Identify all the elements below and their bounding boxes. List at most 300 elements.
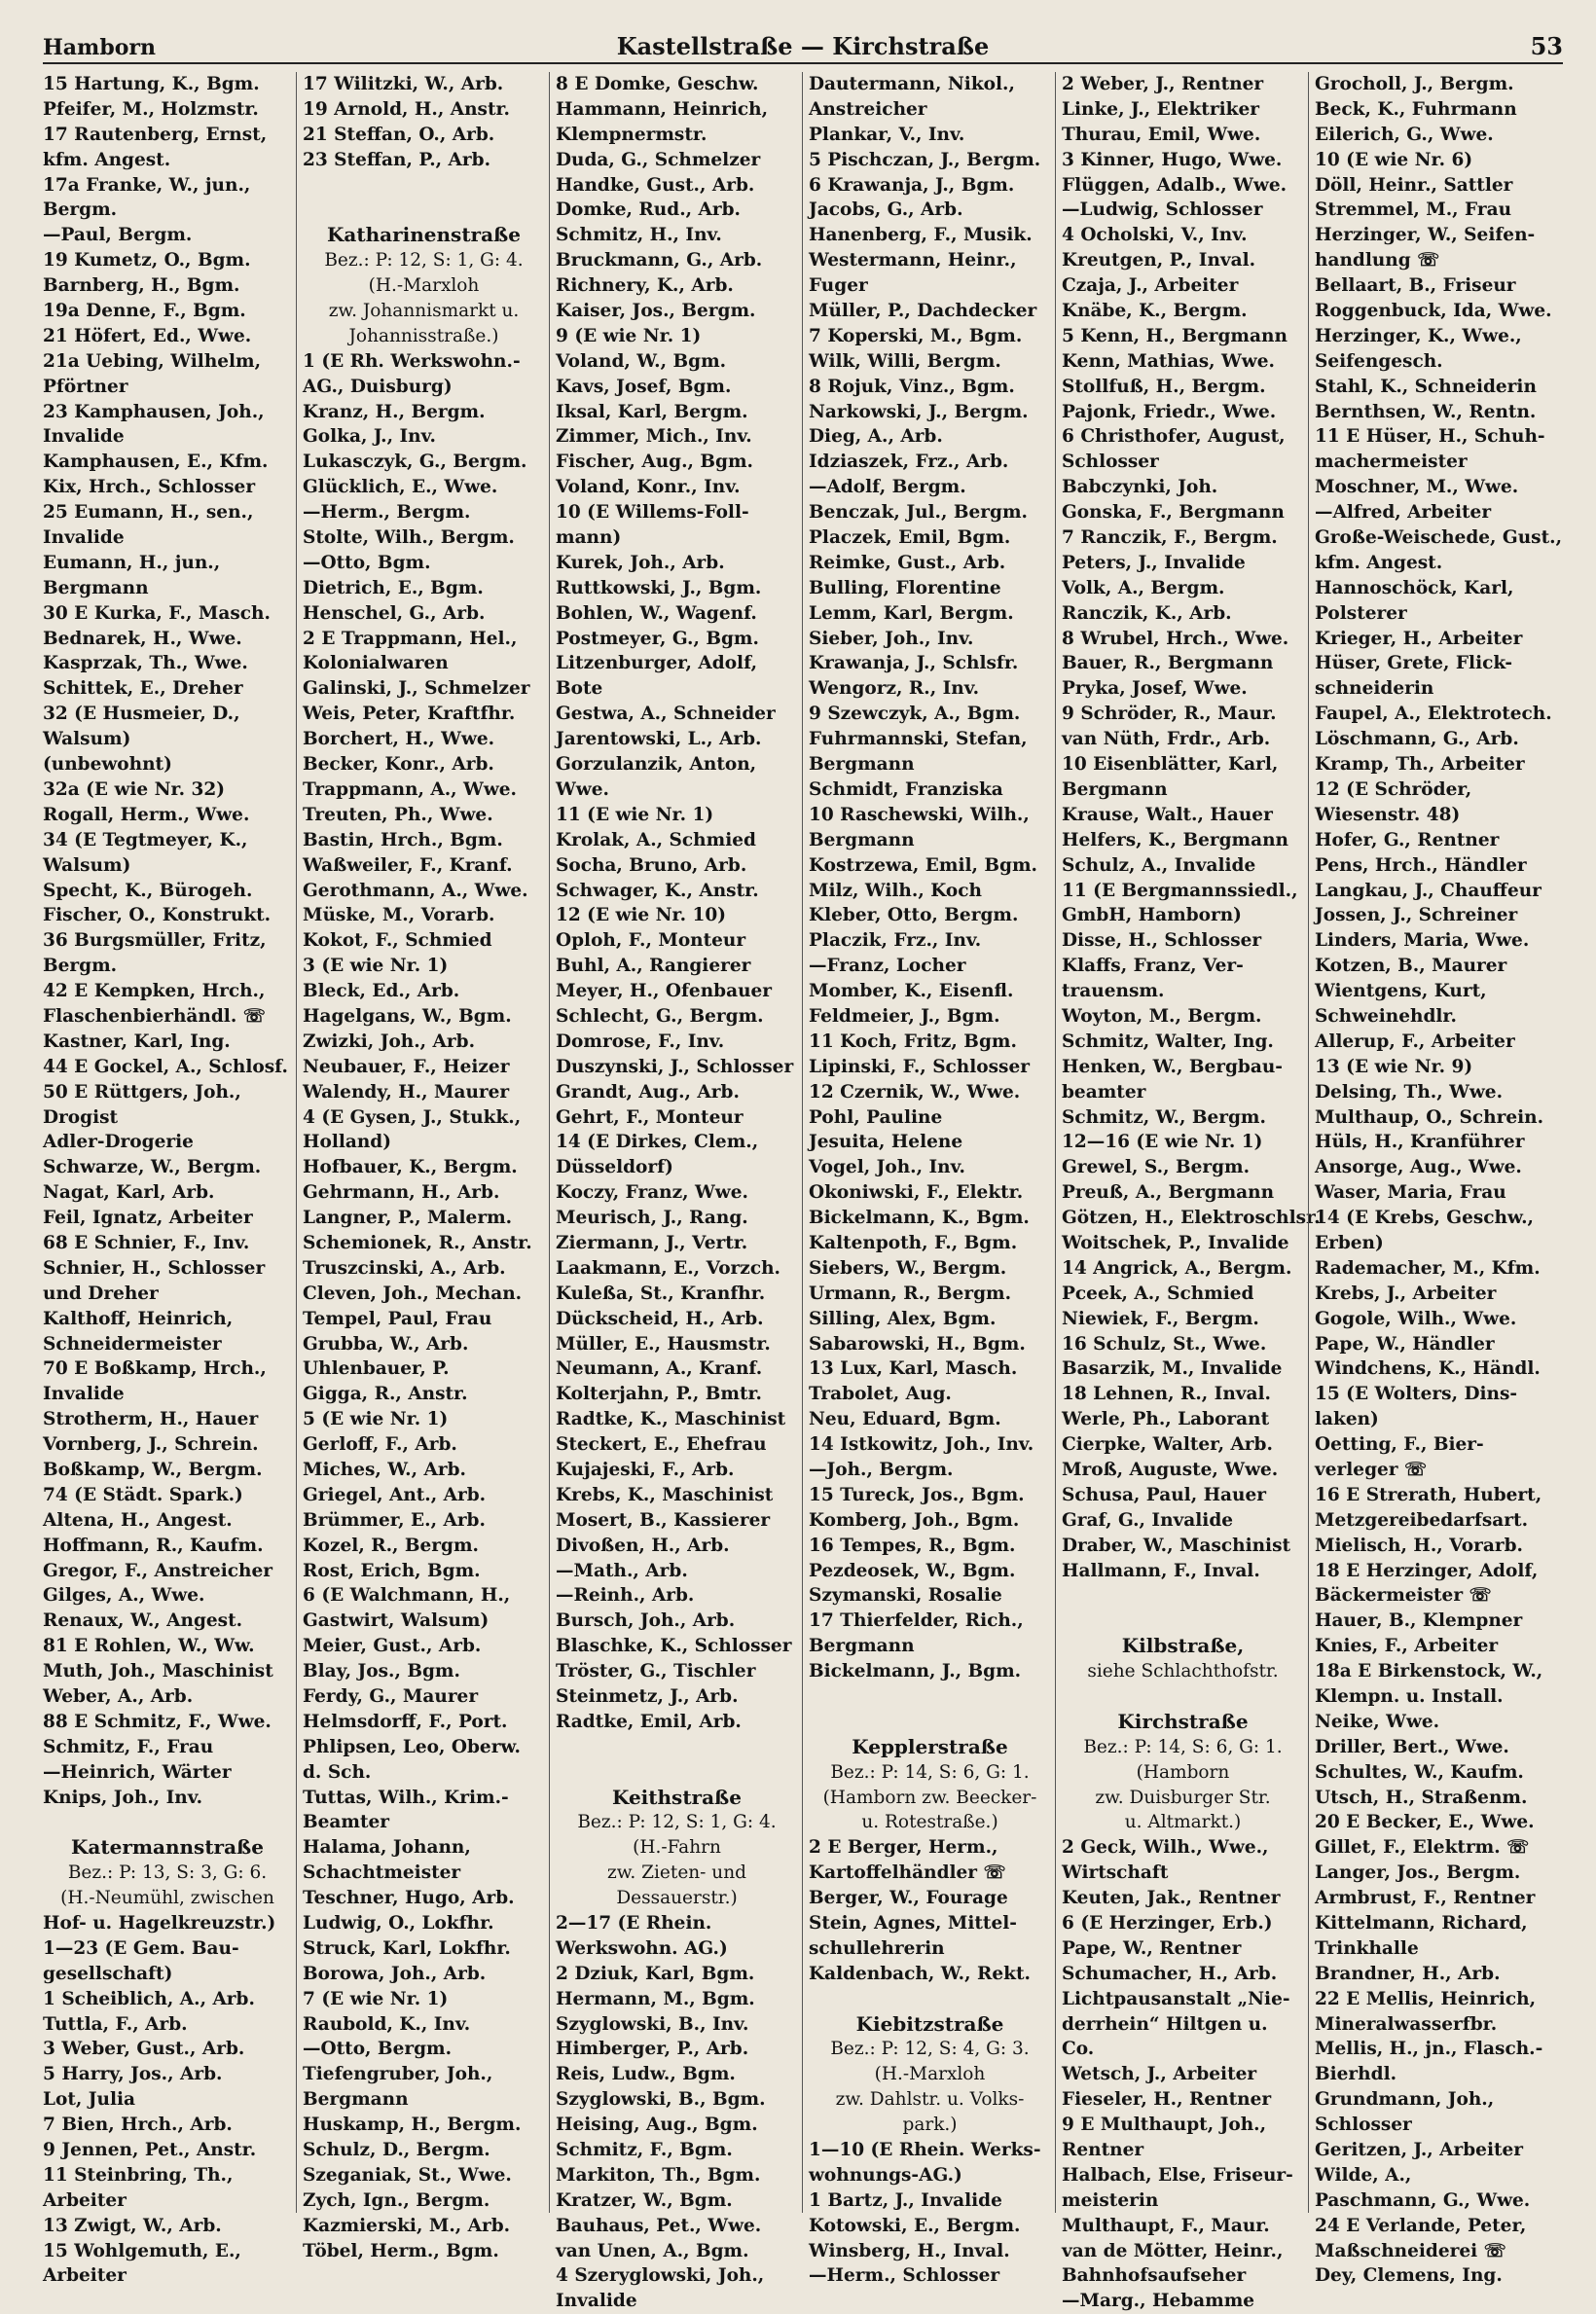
directory-entry: Schmitz, W., Bergm. bbox=[1062, 1106, 1266, 1128]
directory-entry: Pape, W., Händler bbox=[1315, 1333, 1495, 1355]
directory-entry: Sabarowski, H., Bgm. bbox=[809, 1333, 1026, 1355]
directory-entry: Flaschenbierhändl. ☏ bbox=[43, 1005, 266, 1027]
street-info: (H.-Marxloh bbox=[368, 275, 480, 297]
street-info: zw. Johannismarkt u. bbox=[328, 301, 520, 322]
directory-entry: Bergmann bbox=[809, 754, 915, 776]
directory-entry: Laakmann, E., Vorzch. bbox=[556, 1257, 780, 1279]
directory-entry: Borchert, H., Wwe. bbox=[303, 729, 495, 750]
directory-entry: Bergmann bbox=[1062, 778, 1168, 800]
directory-entry: Hüls, H., Kranführer bbox=[1315, 1132, 1525, 1153]
directory-entry: Preuß, A., Bergmann bbox=[1062, 1182, 1275, 1204]
directory-entry: Co. bbox=[1062, 2039, 1095, 2060]
directory-entry: Schlecht, G., Bergm. bbox=[556, 1005, 764, 1027]
directory-entry: 17 Wilitzki, W., Arb. bbox=[303, 74, 504, 94]
directory-entry: Lot, Julia bbox=[43, 2089, 136, 2111]
directory-entry: —Heinrich, Wärter bbox=[43, 1761, 232, 1783]
directory-entry: Pryka, Josef, Wwe. bbox=[1062, 678, 1248, 700]
directory-entry: Knips, Joh., Inv. bbox=[43, 1787, 203, 1808]
directory-entry: 7 Bien, Hrch., Arb. bbox=[43, 2115, 233, 2136]
directory-entry: Stremmel, M., Frau bbox=[1315, 199, 1512, 221]
directory-entry: Armbrust, F., Rentner bbox=[1315, 1888, 1536, 1909]
directory-entry: Waßweiler, F., Kranf. bbox=[303, 854, 513, 876]
directory-entry: 10 (E wie Nr. 6) bbox=[1315, 149, 1473, 170]
directory-entry: Bickelmann, J., Bgm. bbox=[809, 1661, 1022, 1682]
directory-entry: 3 (E wie Nr. 1) bbox=[303, 956, 449, 977]
directory-entry: Borowa, Joh., Arb. bbox=[303, 1963, 487, 1984]
directory-entry: gesellschaft) bbox=[43, 1963, 173, 1984]
directory-entry: Krause, Walt., Hauer bbox=[1062, 804, 1273, 825]
page-header bbox=[43, 29, 1563, 64]
directory-entry: Wirtschaft bbox=[1062, 1862, 1169, 1884]
street-info: siehe Schlachthofstr. bbox=[1087, 1661, 1279, 1682]
directory-entry: 20 E Becker, E., Wwe. bbox=[1315, 1812, 1535, 1833]
directory-entry: Miches, W., Arb. bbox=[303, 1459, 466, 1480]
directory-entry: Volk, A., Bergm. bbox=[1062, 577, 1225, 598]
blank-line bbox=[43, 1810, 292, 1835]
directory-entry: 2 E Berger, Herm., bbox=[809, 1837, 998, 1859]
directory-entry: Wwe. bbox=[556, 778, 609, 800]
directory-entry: Hauer, B., Klempner bbox=[1315, 1610, 1523, 1632]
directory-entry: Socha, Bruno, Arb. bbox=[556, 854, 747, 876]
directory-entry: handlung ☏ bbox=[1315, 250, 1440, 271]
street-info: Johannisstraße.) bbox=[348, 325, 499, 346]
directory-entry: kfm. Angest. bbox=[1315, 552, 1443, 573]
directory-entry: Stahl, K., Schneiderin bbox=[1315, 376, 1537, 397]
directory-entry: 17 Thierfelder, Rich., bbox=[809, 1610, 1024, 1632]
directory-entry: 10 (E Willems-Foll- bbox=[556, 502, 749, 524]
directory-entry: Metzgereibedarfsart. bbox=[1315, 1509, 1529, 1531]
directory-entry: Komberg, Joh., Bgm. bbox=[809, 1509, 1020, 1531]
blank-line bbox=[1062, 1583, 1304, 1609]
directory-entry: Pape, W., Rentner bbox=[1062, 1937, 1242, 1959]
directory-entry: Steinmetz, J., Arb. bbox=[556, 1686, 739, 1707]
directory-entry: 6 (E Walchmann, H., bbox=[303, 1585, 511, 1607]
directory-entry: 88 E Schmitz, F., Wwe. bbox=[43, 1711, 272, 1732]
directory-entry: Jarentowski, L., Arb. bbox=[556, 729, 762, 750]
directory-entry: Pohl, Pauline bbox=[809, 1106, 943, 1128]
directory-entry: Wiesenstr. 48) bbox=[1315, 804, 1461, 825]
directory-columns bbox=[43, 72, 1563, 2312]
directory-entry: 21 Steffan, O., Arb. bbox=[303, 124, 495, 145]
directory-entry: Domrose, F., Inv. bbox=[556, 1030, 725, 1052]
directory-entry: Henschel, G., Arb. bbox=[303, 602, 486, 624]
directory-entry: Brümmer, E., Arb. bbox=[303, 1509, 486, 1531]
directory-entry: Gonska, F., Bergmann bbox=[1062, 502, 1285, 524]
directory-entry: mann) bbox=[556, 527, 622, 549]
directory-entry: Große-Weischede, Gust., bbox=[1315, 527, 1563, 549]
street-info: zw. Dahlstr. u. Volks- bbox=[835, 2089, 1025, 2111]
directory-entry: Graf, G., Invalide bbox=[1062, 1509, 1234, 1531]
street-heading: Kirchstraße bbox=[1117, 1709, 1249, 1733]
directory-entry: Renaux, W., Angest. bbox=[43, 1610, 243, 1632]
directory-entry: 13 Lux, Karl, Masch. bbox=[809, 1358, 1018, 1380]
directory-entry: Fieseler, H., Rentner bbox=[1062, 2089, 1272, 2111]
street-info: (Hamborn zw. Beecker- bbox=[822, 1787, 1037, 1808]
directory-entry: Galinski, J., Schmelzer bbox=[303, 678, 530, 700]
page-number: 53 bbox=[1530, 32, 1563, 60]
directory-entry: —Otto, Bergm. bbox=[303, 2039, 453, 2060]
directory-entry: Bauer, R., Bergmann bbox=[1062, 653, 1274, 674]
directory-entry: Trinkhalle bbox=[1315, 1937, 1419, 1959]
blank-line bbox=[303, 173, 545, 199]
directory-entry: Kranz, H., Bergm. bbox=[303, 401, 486, 422]
directory-entry: machermeister bbox=[1315, 452, 1468, 473]
directory-entry: Tuttla, F., Arb. bbox=[43, 2013, 188, 2035]
directory-entry: Flüggen, Adalb., Wwe. bbox=[1062, 174, 1288, 196]
directory-entry: Utsch, H., Straßenm. bbox=[1315, 1787, 1528, 1808]
directory-entry: Knäbe, K., Bergm. bbox=[1062, 301, 1248, 322]
directory-entry: Bleck, Ed., Arb. bbox=[303, 981, 460, 1002]
directory-entry: Lemm, Karl, Bergm. bbox=[809, 602, 1014, 624]
directory-entry: Rost, Erich, Bgm. bbox=[303, 1560, 481, 1581]
directory-entry: Placzik, Frz., Inv. bbox=[809, 930, 982, 952]
directory-entry: 81 E Rohlen, W., Ww. bbox=[43, 1636, 255, 1657]
directory-entry: Pezdeosek, W., Bgm. bbox=[809, 1560, 1016, 1581]
directory-entry: Waser, Maria, Frau bbox=[1315, 1182, 1506, 1204]
directory-entry: 6 (E Herzinger, Erb.) bbox=[1062, 1913, 1273, 1934]
directory-entry: Mosert, B., Kassierer bbox=[556, 1509, 771, 1531]
directory-entry: Kratzer, W., Bgm. bbox=[556, 2189, 733, 2211]
directory-entry: Blay, Jos., Bgm. bbox=[303, 1661, 460, 1682]
directory-entry: 13 (E wie Nr. 9) bbox=[1315, 1056, 1473, 1077]
directory-entry: Schmitz, Walter, Ing. bbox=[1062, 1030, 1274, 1052]
blank-line bbox=[1062, 1609, 1304, 1634]
directory-entry: 13 Zwigt, W., Arb. bbox=[43, 2215, 222, 2236]
directory-entry: Müller, P., Dachdecker bbox=[809, 301, 1037, 322]
directory-entry: Vogel, Joh., Inv. bbox=[809, 1157, 965, 1178]
directory-entry: Bäckermeister ☏ bbox=[1315, 1585, 1492, 1607]
directory-entry: Kujajeski, F., Arb. bbox=[556, 1459, 735, 1480]
directory-entry: Kaldenbach, W., Rekt. bbox=[809, 1963, 1031, 1984]
directory-entry: Meier, Gust., Arb. bbox=[303, 1636, 482, 1657]
directory-entry: Phlipsen, Leo, Oberw. bbox=[303, 1736, 521, 1757]
directory-entry: Hagelgans, W., Bgm. bbox=[303, 1005, 512, 1027]
directory-entry: Jossen, J., Schreiner bbox=[1315, 905, 1518, 926]
directory-entry: Anstreicher bbox=[809, 98, 927, 120]
directory-entry: Hammann, Heinrich, bbox=[556, 98, 769, 120]
directory-entry: 19 Arnold, H., Anstr. bbox=[303, 98, 510, 120]
directory-entry: Müller, E., Hausmstr. bbox=[556, 1333, 771, 1355]
directory-entry: Krieger, H., Arbeiter bbox=[1315, 628, 1523, 649]
directory-entry: 21a Uebing, Wilhelm, bbox=[43, 350, 262, 372]
directory-entry: Kavs, Josef, Bgm. bbox=[556, 376, 732, 397]
directory-entry: 32 (E Husmeier, D., bbox=[43, 704, 240, 725]
directory-entry: Pajonk, Friedr., Wwe. bbox=[1062, 401, 1277, 422]
directory-entry: Schwarze, W., Bergm. bbox=[43, 1157, 262, 1178]
directory-entry: 23 Kamphausen, Joh., bbox=[43, 401, 265, 422]
directory-entry: Schwager, K., Anstr. bbox=[556, 880, 759, 901]
directory-entry: Blaschke, K., Schlosser bbox=[556, 1636, 792, 1657]
directory-entry: Okoniwski, F., Elektr. bbox=[809, 1182, 1024, 1204]
directory-entry: Kuleßa, St., Kranfhr. bbox=[556, 1283, 766, 1304]
street-info: Bez.: P: 12, S: 4, G: 3. bbox=[830, 2039, 1030, 2060]
directory-entry: 5 Pischczan, J., Bergm. bbox=[809, 149, 1041, 170]
directory-entry: verleger ☏ bbox=[1315, 1459, 1428, 1480]
directory-entry: Kotowski, E., Bergm. bbox=[809, 2215, 1021, 2236]
directory-entry: Strotherm, H., Hauer bbox=[43, 1409, 259, 1430]
directory-entry: Uhlenbauer, P. bbox=[303, 1358, 450, 1380]
directory-entry: Hanenberg, F., Musik. bbox=[809, 225, 1033, 246]
directory-entry: Gehrmann, H., Arb. bbox=[303, 1182, 500, 1204]
directory-entry: 16 E Strerath, Hubert, bbox=[1315, 1484, 1542, 1505]
directory-entry: Richnery, K., Arb. bbox=[556, 275, 734, 297]
directory-entry: Heising, Aug., Bgm. bbox=[556, 2115, 758, 2136]
directory-entry: Grundmann, Joh., bbox=[1315, 2089, 1495, 2111]
directory-entry: Walsum) bbox=[43, 729, 131, 750]
directory-entry: Neu, Eduard, Bgm. bbox=[809, 1409, 1001, 1430]
directory-entry: Ranczik, K., Arb. bbox=[1062, 602, 1232, 624]
directory-entry: 17a Franke, W., jun., bbox=[43, 174, 251, 196]
directory-entry: Gorzulanzik, Anton, bbox=[556, 754, 757, 776]
street-heading: Kiebitzstraße bbox=[855, 2011, 1004, 2036]
directory-entry: Szymanski, Rosalie bbox=[809, 1585, 1002, 1607]
directory-entry: 18a E Birkenstock, W., bbox=[1315, 1661, 1543, 1682]
directory-entry: Erben) bbox=[1315, 1232, 1384, 1253]
directory-entry: 42 E Kempken, Hrch., bbox=[43, 981, 266, 1002]
directory-entry: Seifengesch. bbox=[1315, 350, 1443, 372]
directory-entry: 15 Hartung, K., Bgm. bbox=[43, 74, 260, 94]
directory-entry: Muth, Joh., Maschinist bbox=[43, 1661, 273, 1682]
directory-entry: Gerloff, F., Arb. bbox=[303, 1434, 457, 1456]
directory-entry: Litzenburger, Adolf, bbox=[556, 653, 758, 674]
directory-entry: Ansorge, Aug., Wwe. bbox=[1315, 1157, 1522, 1178]
directory-entry: 9 Schröder, R., Maur. bbox=[1062, 704, 1277, 725]
directory-entry: Bergmann bbox=[809, 1636, 915, 1657]
blank-line bbox=[809, 1710, 1051, 1735]
directory-entry: Kokot, F., Schmied bbox=[303, 930, 492, 952]
directory-entry: Steckert, E., Ehefrau bbox=[556, 1434, 767, 1456]
directory-entry: Bergm. bbox=[43, 956, 118, 977]
directory-entry: Szyglowski, B., Bgm. bbox=[556, 2089, 766, 2111]
street-heading: Kilbstraße, bbox=[1121, 1634, 1245, 1658]
directory-entry: Placzek, Emil, Bgm. bbox=[809, 527, 1011, 549]
directory-entry: Kazmierski, M., Arb. bbox=[303, 2215, 511, 2236]
directory-entry: Dietrich, E., Bgm. bbox=[303, 577, 484, 598]
directory-entry: Halama, Johann, bbox=[303, 1837, 471, 1859]
directory-entry: Basarzik, M., Invalide bbox=[1062, 1358, 1283, 1380]
directory-entry: Hofer, G., Rentner bbox=[1315, 829, 1500, 850]
directory-entry: 1 (E Rh. Werkswohn.- bbox=[303, 350, 521, 372]
directory-entry: Babczynki, Joh. bbox=[1062, 477, 1218, 498]
directory-entry: wohnungs-AG.) bbox=[809, 2164, 962, 2186]
directory-entry: Neubauer, F., Heizer bbox=[303, 1056, 510, 1077]
directory-entry: 10 Eisenblätter, Karl, bbox=[1062, 754, 1279, 776]
directory-entry: 10 Raschewski, Wilh., bbox=[809, 804, 1030, 825]
directory-entry: Brandner, H., Arb. bbox=[1315, 1963, 1501, 1984]
directory-entry: 1 Scheiblich, A., Arb. bbox=[43, 1988, 255, 2009]
directory-entry: Kartoffelhändler ☏ bbox=[809, 1862, 1006, 1884]
directory-entry: Schmitz, F., Frau bbox=[43, 1736, 214, 1757]
directory-entry: Mielisch, H., Vorarb. bbox=[1315, 1535, 1523, 1556]
directory-entry: 30 E Kurka, F., Masch. bbox=[43, 602, 271, 624]
directory-entry: —Paul, Bergm. bbox=[43, 225, 193, 246]
directory-entry: Oetting, F., Bier- bbox=[1315, 1434, 1484, 1456]
directory-entry: Gehrt, F., Monteur bbox=[556, 1106, 744, 1128]
directory-entry: Ruttkowski, J., Bgm. bbox=[556, 577, 762, 598]
directory-entry: Kix, Hrch., Schlosser bbox=[43, 477, 256, 498]
directory-entry: Schmidt, Franziska bbox=[809, 778, 1003, 800]
directory-entry: Faupel, A., Elektrotech. bbox=[1315, 704, 1552, 725]
header-district: Hamborn bbox=[43, 35, 156, 60]
directory-entry: Radtke, K., Maschinist bbox=[556, 1409, 786, 1430]
directory-entry: Kleber, Otto, Bergm. bbox=[809, 905, 1019, 926]
directory-entry: 19a Denne, F., Bgm. bbox=[43, 301, 246, 322]
directory-entry: Invalide bbox=[43, 527, 125, 549]
directory-entry: 1—23 (E Gem. Bau- bbox=[43, 1937, 239, 1959]
directory-entry: —Herm., Bergm. bbox=[303, 502, 471, 524]
directory-entry: Allerup, F., Arbeiter bbox=[1315, 1030, 1515, 1052]
directory-entry: Bergmann bbox=[303, 2089, 409, 2111]
directory-entry: —Franz, Locher bbox=[809, 956, 966, 977]
directory-entry: Urmann, R., Bergm. bbox=[809, 1283, 1012, 1304]
directory-entry: Truszcinski, A., Arb. bbox=[303, 1257, 506, 1279]
directory-entry: Krebs, K., Maschinist bbox=[556, 1484, 774, 1505]
directory-entry: Gregor, F., Anstreicher bbox=[43, 1560, 273, 1581]
directory-entry: Bergmann bbox=[43, 577, 149, 598]
directory-entry: Koczy, Franz, Wwe. bbox=[556, 1182, 748, 1204]
directory-entry: Kozel, R., Bergm. bbox=[303, 1535, 479, 1556]
blank-line bbox=[556, 1735, 798, 1760]
directory-entry: Knies, F., Arbeiter bbox=[1315, 1636, 1499, 1657]
directory-entry: Woyton, M., Bergm. bbox=[1062, 1005, 1262, 1027]
directory-entry: Plankar, V., Inv. bbox=[809, 124, 965, 145]
directory-entry: Gestwa, A., Schneider bbox=[556, 704, 776, 725]
blank-line bbox=[556, 1760, 798, 1786]
directory-entry: Bursch, Joh., Arb. bbox=[556, 1610, 736, 1632]
directory-entry: und Dreher bbox=[43, 1283, 159, 1304]
directory-entry: Teschner, Hugo, Arb. bbox=[303, 1888, 515, 1909]
directory-entry: Linke, J., Elektriker bbox=[1062, 98, 1259, 120]
directory-entry: schullehrerin bbox=[809, 1937, 945, 1959]
directory-entry: Grubba, W., Arb. bbox=[303, 1333, 469, 1355]
directory-entry: Feldmeier, J., Bgm. bbox=[809, 1005, 1000, 1027]
directory-entry: Rogall, Herm., Wwe. bbox=[43, 804, 250, 825]
blank-line bbox=[809, 1684, 1051, 1710]
directory-entry: Grewel, S., Bergm. bbox=[1062, 1157, 1251, 1178]
directory-entry: Treuten, Ph., Wwe. bbox=[303, 804, 493, 825]
street-info: Bez.: P: 12, S: 1, G: 4. bbox=[577, 1812, 777, 1833]
directory-entry: Voland, W., Bgm. bbox=[556, 350, 727, 372]
directory-entry: 1—10 (E Rhein. Werks- bbox=[809, 2140, 1041, 2161]
directory-entry: Eumann, H., jun., bbox=[43, 552, 221, 573]
directory-entry: 7 Ranczik, F., Bergm. bbox=[1062, 527, 1278, 549]
directory-entry: Czaja, J., Arbeiter bbox=[1062, 275, 1239, 297]
directory-entry: Helmsdorff, F., Port. bbox=[303, 1711, 508, 1732]
directory-entry: Niewiek, F., Bergm. bbox=[1062, 1308, 1259, 1329]
directory-entry: Neike, Wwe. bbox=[1315, 1711, 1440, 1732]
directory-entry: Divoßen, H., Arb. bbox=[556, 1535, 730, 1556]
directory-entry: Krawanja, J., Schlsfr. bbox=[809, 653, 1019, 674]
street-info: u. Altmarkt.) bbox=[1124, 1812, 1242, 1833]
directory-entry: Kaiser, Jos., Bergm. bbox=[556, 301, 756, 322]
directory-entry: 15 Tureck, Jos., Bgm. bbox=[809, 1484, 1025, 1505]
directory-entry: Zych, Ign., Bergm. bbox=[303, 2189, 490, 2211]
directory-entry: Thurau, Emil, Wwe. bbox=[1062, 124, 1261, 145]
directory-entry: Winsberg, H., Inval. bbox=[809, 2240, 1010, 2261]
directory-entry: Lichtpausanstalt „Nie- bbox=[1062, 1988, 1290, 2009]
directory-entry: 9 Jennen, Pet., Anstr. bbox=[43, 2140, 257, 2161]
directory-entry: Schnier, H., Schlosser bbox=[43, 1257, 266, 1279]
directory-entry: van de Mötter, Heinr., bbox=[1062, 2240, 1284, 2261]
directory-entry: Hannoschöck, Karl, bbox=[1315, 577, 1514, 598]
directory-entry: 2 Dziuk, Karl, Bgm. bbox=[556, 1963, 755, 1984]
directory-entry: Roggenbuck, Ida, Wwe. bbox=[1315, 301, 1552, 322]
directory-entry: 5 (E wie Nr. 1) bbox=[303, 1409, 449, 1430]
directory-entry: 8 Wrubel, Hrch., Wwe. bbox=[1062, 628, 1289, 649]
directory-entry: Zwizki, Joh., Arb. bbox=[303, 1030, 476, 1052]
directory-entry: 70 E Boßkamp, Hrch., bbox=[43, 1358, 267, 1380]
directory-entry: Milz, Wilh., Koch bbox=[809, 880, 982, 901]
directory-entry: Neumann, A., Kranf. bbox=[556, 1358, 763, 1380]
directory-entry: 3 Weber, Gust., Arb. bbox=[43, 2039, 245, 2060]
directory-entry: Rademacher, M., Kfm. bbox=[1315, 1257, 1541, 1279]
directory-entry: 5 Harry, Jos., Arb. bbox=[43, 2064, 223, 2085]
directory-entry: —Reinh., Arb. bbox=[556, 1585, 695, 1607]
street-info: (H.-Marxloh bbox=[874, 2064, 986, 2085]
directory-entry: Zimmer, Mich., Inv. bbox=[556, 426, 752, 448]
directory-entry: Pförtner bbox=[43, 376, 128, 397]
street-info: (Hamborn bbox=[1136, 1761, 1230, 1783]
directory-entry: Dieg, A., Arb. bbox=[809, 426, 943, 448]
directory-entry: 36 Burgsmüller, Fritz, bbox=[43, 930, 267, 952]
street-heading: Katharinenstraße bbox=[327, 223, 521, 247]
directory-entry: Boßkamp, W., Bergm. bbox=[43, 1459, 263, 1480]
directory-entry: Markiton, Th., Bgm. bbox=[556, 2164, 761, 2186]
directory-entry: Schemionek, R., Anstr. bbox=[303, 1232, 532, 1253]
directory-entry: Kostrzewa, Emil, Bgm. bbox=[809, 854, 1037, 876]
directory-entry: Holland) bbox=[303, 1132, 392, 1153]
directory-entry: Wilk, Willi, Bergm. bbox=[809, 350, 1001, 372]
directory-entry: Polsterer bbox=[1315, 602, 1407, 624]
directory-entry: Invalide bbox=[556, 2291, 637, 2312]
directory-entry: Moschner, M., Wwe. bbox=[1315, 477, 1519, 498]
directory-entry: Peters, J., Invalide bbox=[1062, 552, 1246, 573]
directory-entry: 4 Szeryglowski, Joh., bbox=[556, 2265, 765, 2287]
directory-entry: kfm. Angest. bbox=[43, 149, 171, 170]
directory-entry: Grocholl, J., Bergm. bbox=[1315, 74, 1514, 94]
directory-entry: 9 Szewczyk, A., Bgm. bbox=[809, 704, 1021, 725]
directory-entry: Schusa, Paul, Hauer bbox=[1062, 1484, 1267, 1505]
directory-entry: Trappmann, A., Wwe. bbox=[303, 778, 517, 800]
directory-entry: Reimke, Gust., Arb. bbox=[809, 552, 1006, 573]
directory-entry: Bulling, Florentine bbox=[809, 577, 1001, 598]
directory-entry: Schultes, W., Kaufm. bbox=[1315, 1761, 1524, 1783]
directory-entry: beamter bbox=[1062, 1081, 1146, 1103]
directory-entry: (unbewohnt) bbox=[43, 754, 172, 776]
directory-entry: Werle, Ph., Laborant bbox=[1062, 1409, 1270, 1430]
street-info: Dessauerstr.) bbox=[616, 1888, 738, 1909]
directory-entry: —Herm., Schlosser bbox=[809, 2265, 1000, 2287]
directory-entry: 15 (E Wolters, Dins- bbox=[1315, 1384, 1518, 1405]
header-street-range: Kastellstraße — Kirchstraße bbox=[616, 32, 990, 60]
directory-entry: Stollfuß, H., Bergm. bbox=[1062, 376, 1266, 397]
directory-entry: —Math., Arb. bbox=[556, 1560, 688, 1581]
directory-entry: Bruckmann, G., Arb. bbox=[556, 250, 763, 271]
directory-entry: Walendy, H., Maurer bbox=[303, 1081, 510, 1103]
directory-entry: Wengorz, R., Inv. bbox=[809, 678, 980, 700]
directory-entry: Bauhaus, Pet., Wwe. bbox=[556, 2215, 762, 2236]
street-info: park.) bbox=[902, 2115, 958, 2136]
directory-entry: Szyglowski, B., Inv. bbox=[556, 2013, 749, 2035]
directory-entry: Lukasczyk, G., Bergm. bbox=[303, 452, 527, 473]
directory-entry: Cierpke, Walter, Arb. bbox=[1062, 1434, 1273, 1456]
directory-entry: Wilde, A., bbox=[1315, 2164, 1412, 2186]
directory-entry: Buhl, A., Rangierer bbox=[556, 956, 751, 977]
directory-entry: 74 (E Städt. Spark.) bbox=[43, 1484, 243, 1505]
directory-entry: Kamphausen, E., Kfm. bbox=[43, 452, 269, 473]
directory-entry: 5 Kenn, H., Bergmann bbox=[1062, 325, 1288, 346]
directory-entry: 18 Lehnen, R., Inval. bbox=[1062, 1384, 1271, 1405]
